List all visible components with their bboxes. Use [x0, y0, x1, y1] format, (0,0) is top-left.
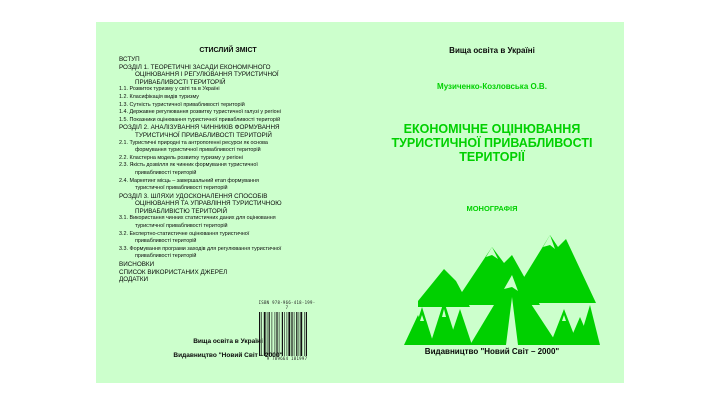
front-cover: [360, 22, 624, 383]
toc-item: 2.1. Туристичні природні та антропогенні ресурси як основа: [119, 139, 268, 146]
toc-item: 1.1. Розвиток туризму у світі та в Україні: [119, 86, 220, 93]
toc-item: 3.3. Формування програми заходів для регулювання туристичної: [119, 245, 282, 252]
toc-item: туристичної привабливості територій: [135, 223, 228, 230]
toc-item: 3.2. Експертно-статистичне оцінювання туристичної: [119, 230, 250, 237]
toc-title: СТИСЛИЙ ЗМІСТ: [199, 47, 257, 54]
toc-item: ДОДАТКИ: [119, 276, 149, 284]
toc-item: СПИСОК ВИКОРИСТАНИХ ДЖЕРЕЛ: [119, 268, 228, 276]
title-line: ЕКОНОМІЧНЕ ОЦІНЮВАННЯ: [403, 122, 581, 136]
toc-item: 1.2. Класифікація видів туризму: [119, 93, 199, 100]
toc-item: 1.5. Показники оцінювання туристичної привабливості територій: [119, 116, 281, 123]
toc-item: 3.1. Використання чинних статистичних даних для оцінювання: [119, 215, 276, 222]
author-name: Музиченко-Козловська О.В.: [437, 82, 547, 91]
toc-item: ВСТУП: [119, 56, 140, 63]
toc-item: РОЗДІЛ 3. ШЛЯХИ УДОСКОНАЛЕННЯ СПОСОБІВ: [119, 192, 268, 200]
toc-item: ПРИВАБЛИВОСТІ ТЕРИТОРІЙ: [135, 78, 226, 86]
book-title: [360, 122, 624, 164]
toc-item: ПРИВАБЛИВІСТЮ ТЕРИТОРІЙ: [135, 207, 228, 215]
toc-item: ОЦІНЮВАННЯ І РЕГУЛЮВАННЯ ТУРИСТИЧНОЇ: [135, 71, 279, 79]
table-of-contents: [119, 56, 357, 284]
toc-item: 1.4. Державне регулювання розвитку туристичної галузі у регіоні: [119, 109, 281, 116]
back-cover: [96, 22, 360, 383]
toc-item: РОЗДІЛ 1. ТЕОРЕТИЧНІ ЗАСАДИ ЕКОНОМІЧНОГО: [119, 63, 271, 71]
title-line: ТЕРИТОРІЇ: [459, 150, 525, 164]
back-publisher: Видавництво "Новий Світ – 2000": [173, 352, 283, 359]
isbn-text: ISBN 978-966-418-199-7: [258, 300, 316, 310]
toc-item: 2.2. Кластерна модель розвитку туризму у регіоні: [119, 154, 243, 161]
barcode-icon: [258, 312, 316, 356]
toc-item: привабливості територій: [135, 253, 197, 260]
toc-item: 2.3. Якість дозвілля як чинник формування туристичної: [119, 162, 258, 169]
front-publisher: Видавництво "Новий Світ – 2000": [424, 347, 560, 356]
toc-item: ОЦІНЮВАННЯ ТА УПРАВЛІННЯ ТУРИСТИЧНОЮ: [135, 200, 282, 208]
toc-item: ВИСНОВКИ: [119, 261, 155, 269]
toc-item: ТУРИСТИЧНОЇ ПРИВАБЛИВОСТІ ТЕРИТОРІЙ: [135, 131, 272, 139]
series-label: Вища освіта в Україні: [449, 46, 535, 55]
toc-item: привабливості територій: [135, 169, 197, 176]
toc-item: формування туристичної привабливості територій: [135, 147, 261, 154]
title-line: ТУРИСТИЧНОЇ ПРИВАБЛИВОСТІ: [391, 136, 593, 150]
toc-item: туристичної привабливості територій: [135, 185, 228, 192]
genre-label: МОНОГРАФІЯ: [466, 204, 518, 213]
toc-item: 1.3. Сутність туристичної привабливості територій: [119, 101, 245, 108]
toc-item: привабливості територій: [135, 238, 197, 245]
book-cover-spread: [96, 22, 624, 383]
toc-item: 2.4. Маркетинг місць – завершальний етап формування: [119, 177, 259, 184]
toc-item: РОЗДІЛ 2. АНАЛІЗУВАННЯ ЧИННИКІВ ФОРМУВАННЯ: [119, 124, 280, 132]
barcode-digits: 9 789664 181997: [266, 356, 308, 361]
mountain-forest-tent-icon: [400, 217, 600, 345]
back-series: Вища освіта в Україні: [193, 338, 263, 345]
